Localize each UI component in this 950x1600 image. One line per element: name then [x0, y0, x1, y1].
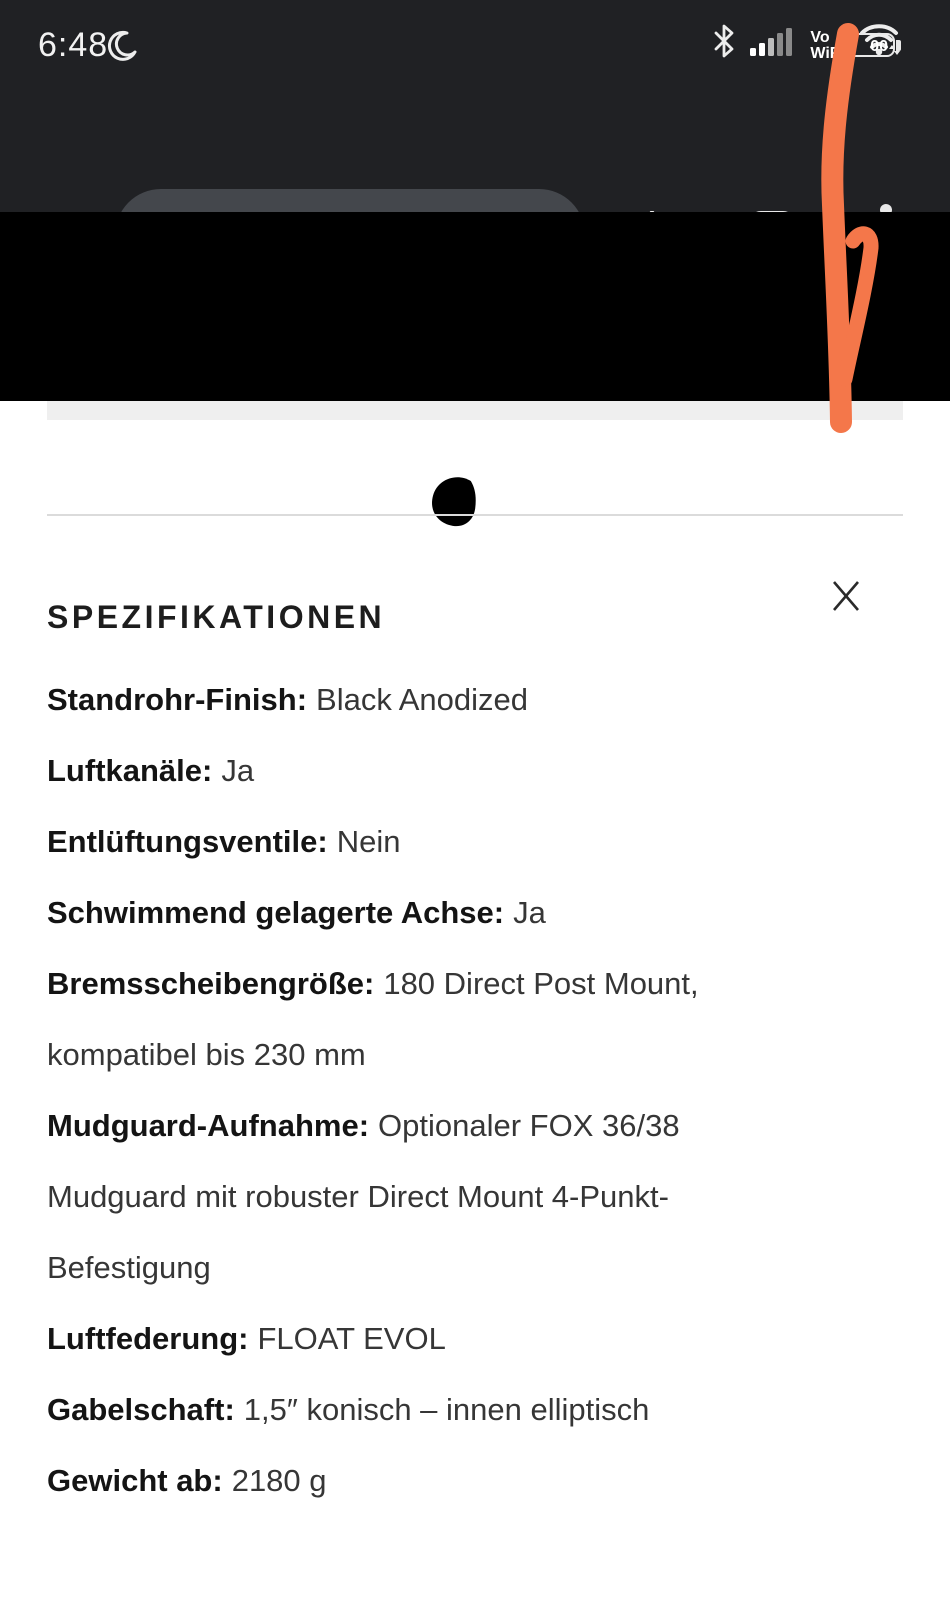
spec-value: FLOAT EVOL	[257, 1321, 446, 1356]
spec-row-gabelschaft	[47, 1374, 777, 1445]
scrolled-section-edge	[47, 401, 903, 420]
battery-nub	[896, 40, 901, 51]
spec-label: Bremsscheibengröße:	[47, 966, 375, 1001]
close-icon[interactable]	[828, 577, 864, 613]
cart-bag-button[interactable]	[856, 470, 912, 548]
battery-icon	[837, 33, 895, 57]
spec-label: Luftfederung:	[47, 1321, 249, 1356]
spec-label: Schwimmend gelagerte Achse:	[47, 895, 505, 930]
spec-row-mudguard-aufnahme	[47, 1090, 777, 1303]
browser-toolbar	[0, 90, 950, 212]
search-button[interactable]	[748, 484, 812, 554]
spec-row-luftfederung	[47, 1303, 777, 1374]
logo-letter-f	[371, 475, 435, 564]
spec-label: Mudguard-Aufnahme:	[47, 1108, 370, 1143]
spec-row-bremsscheibengroesse	[47, 948, 777, 1090]
section-divider	[47, 514, 903, 516]
spec-label: Standrohr-Finish:	[47, 682, 308, 717]
spec-label: Luftkanäle:	[47, 753, 213, 788]
spec-value: Ja	[221, 753, 255, 788]
spec-list	[47, 664, 777, 1516]
vowifi-indicator: Vo WiFi	[810, 29, 844, 62]
spec-value: Black Anodized	[316, 682, 529, 717]
spec-value: 2180 g	[231, 1463, 327, 1498]
battery-level: 00	[870, 38, 888, 55]
spec-value: 1,5″ konisch – innen elliptisch	[243, 1392, 650, 1427]
spec-value: Optionaler FOX 36/38 Mudguard mit robuster Direct Mount 4-Punkt-Befestigung	[47, 1108, 680, 1285]
specifications-heading: SPEZIFIKATIONEN	[47, 598, 386, 635]
spec-row-gewicht	[47, 1445, 777, 1516]
spec-label: Gewicht ab:	[47, 1463, 223, 1498]
spec-row-standrohr-finish	[47, 664, 777, 735]
spec-value: Ja	[513, 895, 546, 930]
spec-label: Entlüftungsventile:	[47, 824, 328, 859]
signal-strength-icon	[750, 23, 796, 64]
menu-hamburger-button[interactable]	[44, 489, 100, 543]
site-header	[0, 212, 950, 401]
bluetooth-icon	[714, 23, 736, 64]
status-bar	[0, 0, 950, 90]
spec-label: Gabelschaft:	[47, 1392, 235, 1427]
do-not-disturb-moon-icon	[104, 28, 140, 69]
browser-chrome	[0, 0, 950, 212]
spec-row-entlueftungsventile	[47, 806, 777, 877]
spec-row-luftkanaele	[47, 735, 777, 806]
spec-value: 180 Direct Post Mount, kompatibel bis 230 mm	[47, 966, 699, 1072]
spec-row-schwimmende-achse	[47, 877, 777, 948]
spec-value: Nein	[336, 824, 401, 859]
clock: 6:48	[38, 26, 109, 64]
fox-logo[interactable]	[356, 438, 574, 604]
